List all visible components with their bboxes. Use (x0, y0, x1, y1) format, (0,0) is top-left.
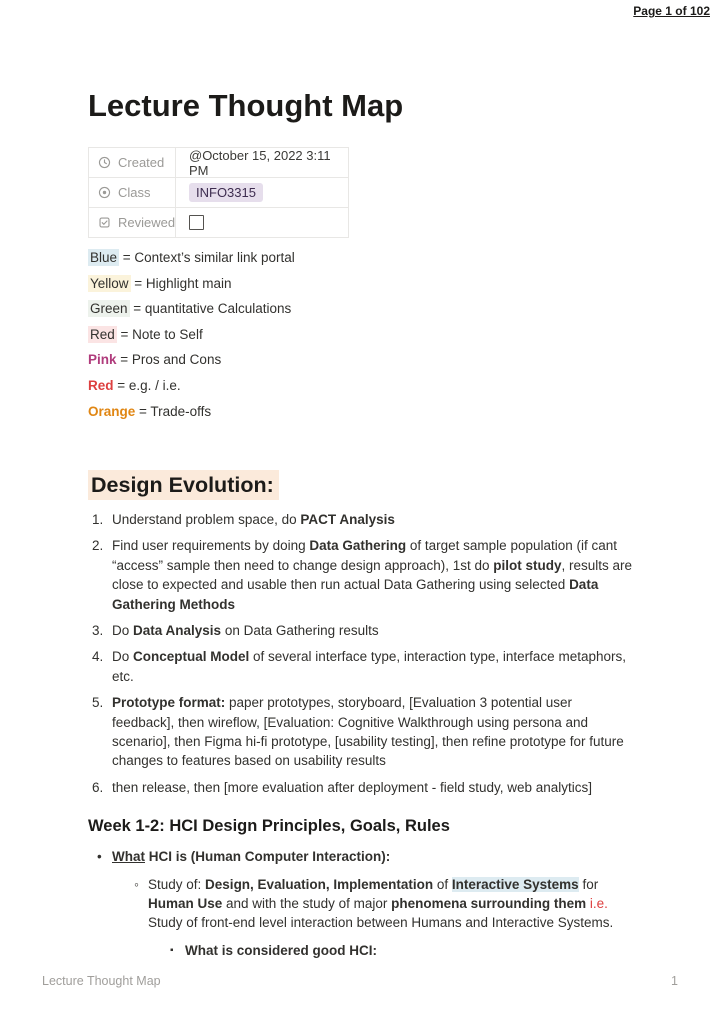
property-label: Reviewed (118, 215, 176, 230)
bullet-marker: ▪ (170, 944, 174, 956)
list-number: 5. (92, 695, 104, 711)
list-number: 6. (92, 779, 104, 795)
legend-line (88, 325, 638, 344)
legend-definition: = quantitative Calculations (129, 301, 292, 317)
page-title: Lecture Thought Map (88, 88, 404, 123)
text-segment: , results are close to expected and usable then run actual Data Gathering using selected (112, 557, 633, 593)
text-segment-highlighted: Interactive Systems (451, 876, 579, 892)
legend-definition: = Context’s similar link portal (119, 250, 295, 265)
legend-line (88, 248, 638, 267)
text-segment: phenomena surrounding them (391, 896, 587, 912)
created-date-value: @October 15, 2022 3:11 PM (189, 147, 331, 178)
color-legend (88, 248, 638, 421)
item-text (148, 875, 638, 933)
property-value-cell (176, 208, 348, 237)
legend-term-red-highlight: Red (90, 326, 115, 342)
class-tag: INFO3315 (189, 183, 263, 202)
text-segment: on Data Gathering results (221, 623, 379, 638)
legend-definition: = Trade-offs (135, 403, 212, 419)
text-segment: PACT Analysis (300, 511, 395, 527)
item-text (112, 621, 638, 640)
item-text (185, 941, 638, 960)
text-segment-red: i.e. (589, 896, 608, 912)
legend-line (88, 376, 638, 395)
bullet-item-level-3 (88, 941, 638, 960)
text-segment: Find user requirements by doing (112, 538, 310, 554)
legend-line (88, 274, 638, 293)
heading-highlight: Design Evolution: (88, 470, 279, 500)
reviewed-checkbox[interactable] (189, 215, 204, 230)
text-segment: of several interface type, interaction type, interface metaphors, etc. (112, 649, 626, 684)
property-label-cell (89, 208, 176, 237)
text-segment: and with the study of major (222, 896, 392, 912)
property-value-cell (176, 148, 348, 177)
property-row-class (89, 178, 348, 208)
item-text (112, 536, 638, 614)
text-segment: Data Gathering (309, 538, 407, 554)
item-text (112, 847, 638, 866)
text-segment: paper prototypes, storyboard, [Evaluation 3 potential user feedback], then wireflow, [Evaluation: Cognitive Walkthrough using persona and scenario], then Figma hi-fi prototype, [usability testing], then refine prototype for future changes to features based on usability results (112, 695, 624, 769)
list-number: 4. (92, 649, 104, 665)
text-segment: Study of front-end level interaction between Humans and Interactive Systems. (148, 915, 614, 931)
text-segment: Do (112, 623, 134, 638)
text-segment: Data Analysis (133, 623, 222, 638)
legend-term-pink: Pink (88, 352, 117, 368)
legend-term-green: Green (90, 301, 128, 317)
design-evolution-list (88, 510, 638, 797)
legend-line (88, 299, 638, 318)
property-label-cell (89, 148, 176, 177)
numbered-item (88, 510, 638, 529)
text-segment: Study of: (148, 876, 206, 892)
item-text (112, 647, 638, 686)
text-segment: then release, then [more evaluation after deployment - field study, web analytics] (112, 779, 593, 795)
checkbox-icon (98, 216, 111, 229)
item-text (112, 693, 638, 771)
text-segment: What is considered good HCI: (185, 942, 378, 958)
text-segment: of (433, 876, 452, 892)
legend-definition: = Note to Self (116, 326, 203, 342)
numbered-item (88, 536, 638, 614)
bullet-marker: • (97, 849, 102, 865)
legend-term-yellow: Yellow (90, 275, 129, 291)
text-segment: Do (112, 649, 134, 665)
text-segment: Prototype format: (112, 695, 226, 711)
text-segment: Conceptual Model (133, 649, 250, 665)
section-heading-week-1-2: Week 1-2: HCI Design Principles, Goals, Rules (88, 817, 450, 836)
legend-term-orange: Orange (88, 403, 136, 419)
numbered-item (88, 693, 638, 771)
legend-line (88, 402, 638, 421)
text-segment: Understand problem space, do (112, 511, 301, 527)
property-label: Created (118, 155, 165, 170)
numbered-item (88, 778, 638, 797)
item-text (112, 778, 638, 797)
numbered-item (88, 621, 638, 640)
week-1-2-list (88, 847, 638, 960)
bullet-item-level-1 (88, 847, 638, 866)
properties-table (88, 147, 349, 238)
text-segment: Human Use (148, 896, 223, 912)
legend-definition: = Highlight main (130, 275, 232, 291)
text-segment: pilot study (493, 557, 562, 573)
legend-definition: = Pros and Cons (116, 352, 222, 368)
text-segment: Design, Evaluation, Implementation (205, 876, 434, 892)
property-row-reviewed (89, 208, 348, 238)
text-segment: Data Gathering Methods (112, 577, 599, 612)
page-counter: Page 1 of 102 (633, 4, 710, 18)
bullet-marker: ◦ (134, 876, 139, 892)
numbered-item (88, 647, 638, 686)
section-heading-design-evolution (88, 471, 638, 499)
property-label: Class (118, 185, 151, 200)
text-segment: for (578, 876, 599, 892)
property-label-cell (89, 178, 176, 207)
text-segment: HCI is (Human Computer Interaction): (145, 849, 391, 865)
text-segment: of target sample population (if cant “access” sample then need to change design approach), 1st do (112, 538, 618, 573)
legend-line (88, 350, 638, 369)
property-row-created (89, 148, 348, 178)
list-number: 1. (92, 511, 104, 527)
footer-document-title: Lecture Thought Map (42, 974, 161, 988)
bullet-item-level-2 (88, 875, 638, 933)
list-number: 3. (92, 623, 104, 638)
legend-term-blue: Blue (90, 250, 118, 265)
select-icon (98, 186, 111, 199)
legend-term-red-text: Red (88, 377, 114, 393)
item-text (112, 510, 638, 529)
text-segment: What (112, 849, 145, 865)
legend-definition: = e.g. / i.e. (113, 377, 181, 393)
footer-page-number: 1 (671, 974, 678, 988)
property-value-cell (176, 178, 348, 207)
clock-icon (98, 156, 111, 169)
list-number: 2. (92, 538, 104, 554)
